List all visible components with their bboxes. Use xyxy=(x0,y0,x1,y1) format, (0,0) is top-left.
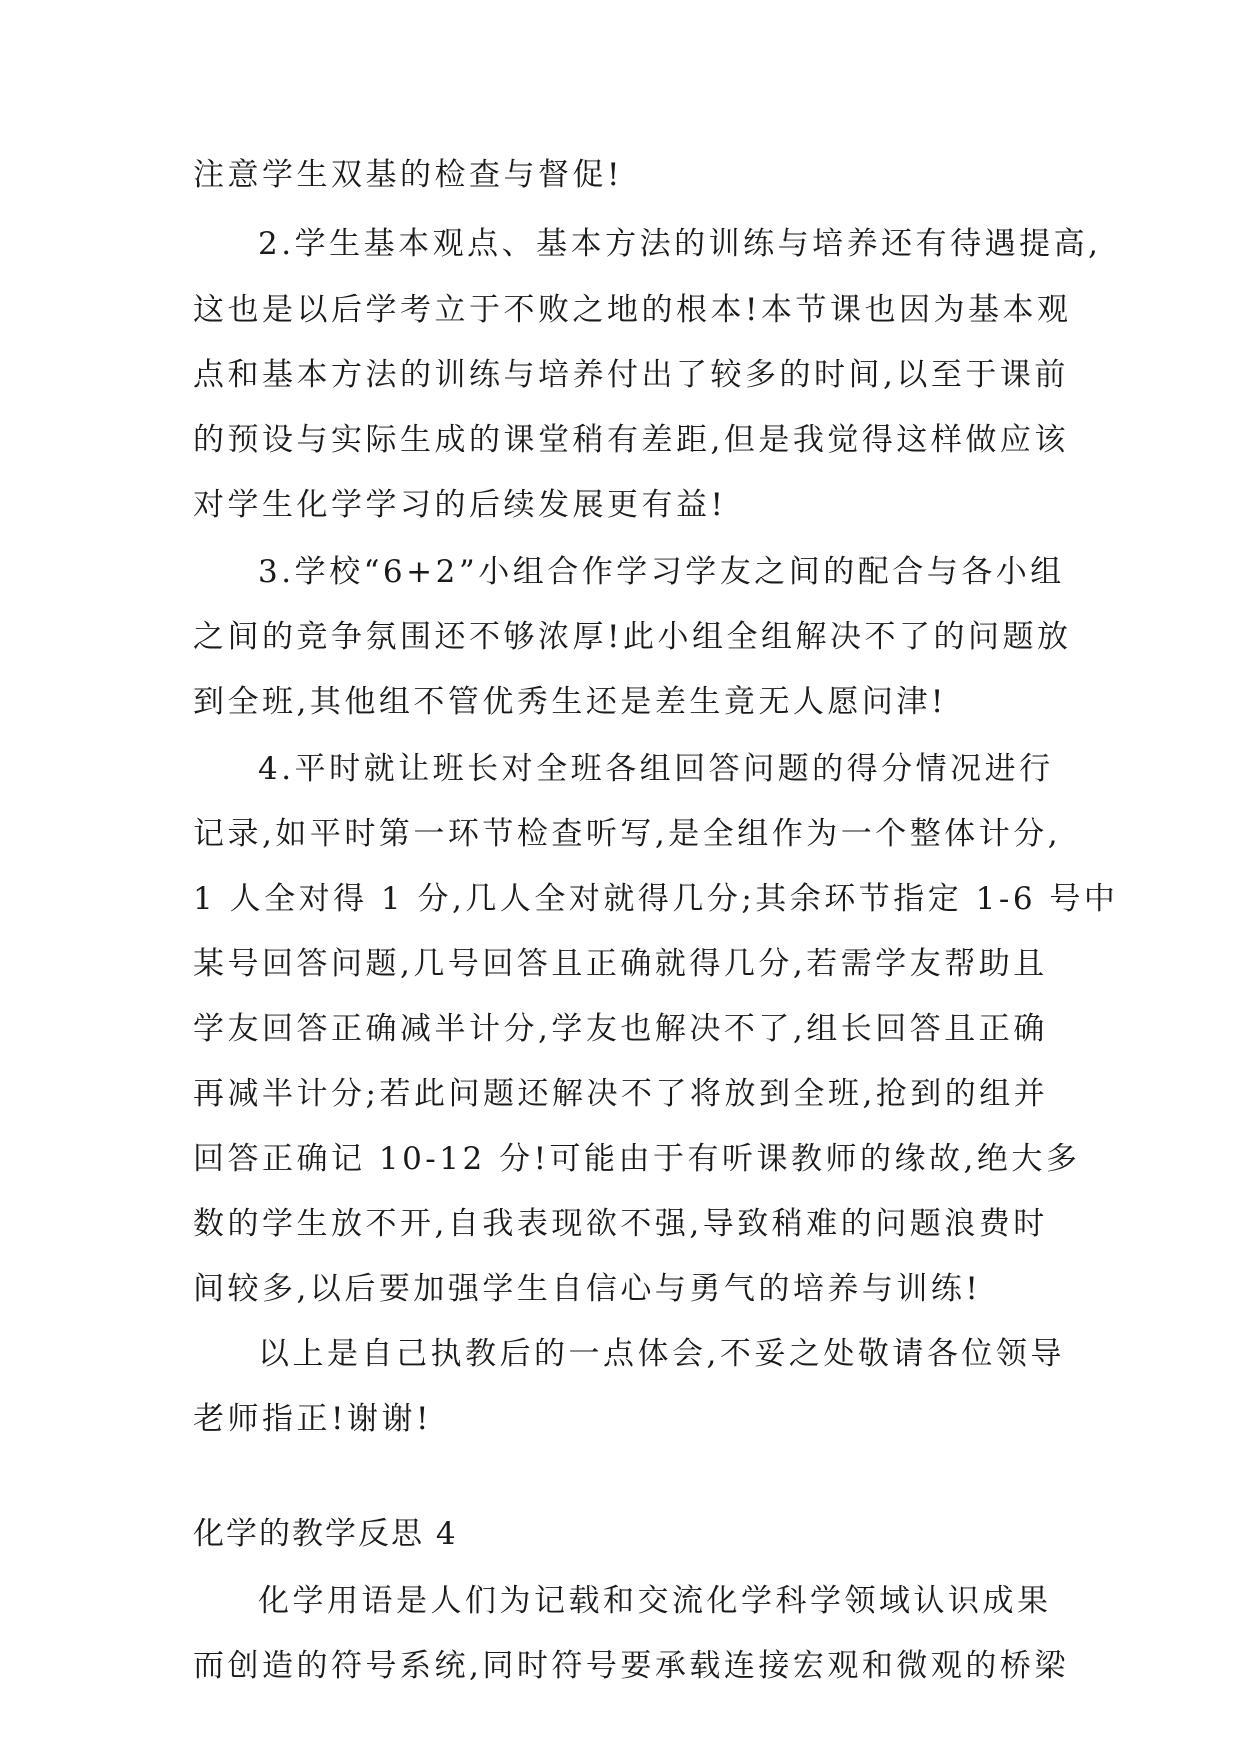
text-line: 回答正确记 10-12 分!可能由于有听课教师的缘故,绝大多 xyxy=(193,1141,1081,1177)
text-line: 化学用语是人们为记载和交流化学科学领域认识成果 xyxy=(258,1583,1052,1619)
text-line: 对学生化学学习的后续发展更有益! xyxy=(193,487,727,523)
text-line: 记录,如平时第一环节检查听写,是全组作为一个整体计分, xyxy=(193,816,1062,852)
text-line: 点和基本方法的训练与培养付出了较多的时间,以至于课前 xyxy=(193,357,1069,393)
section-heading: 化学的教学反思 4 xyxy=(193,1516,458,1552)
text-line: 学友回答正确减半计分,学友也解决不了,组长回答且正确 xyxy=(193,1011,1048,1047)
text-line: 某号回答问题,几号回答且正确就得几分,若需学友帮助且 xyxy=(193,946,1048,982)
text-line: 老师指正!谢谢! xyxy=(193,1401,432,1437)
text-line: 注意学生双基的检查与督促! xyxy=(193,157,623,193)
text-line: 2.学生基本观点、基本方法的训练与培养还有待遇提高, xyxy=(258,226,1102,262)
text-line: 而创造的符号系统,同时符号要承载连接宏观和微观的桥梁 xyxy=(193,1648,1069,1684)
text-line: 数的学生放不开,自我表现欲不强,导致稍难的问题浪费时 xyxy=(193,1206,1048,1242)
text-line: 4.平时就让班长对全班各组回答问题的得分情况进行 xyxy=(258,751,1054,787)
text-line: 的预设与实际生成的课堂稍有差距,但是我觉得这样做应该 xyxy=(193,422,1069,458)
text-line: 到全班,其他组不管优秀生还是差生竟无人愿问津! xyxy=(193,684,947,720)
text-line: 3.学校“6+2”小组合作学习学友之间的配合与各小组 xyxy=(258,554,1065,590)
text-line: 以上是自己执教后的一点体会,不妥之处敬请各位领导 xyxy=(258,1336,1065,1372)
text-line: 这也是以后学考立于不败之地的根本!本节课也因为基本观 xyxy=(193,292,1072,328)
text-line: 间较多,以后要加强学生自信心与勇气的培养与训练! xyxy=(193,1271,982,1307)
text-line: 1 人全对得 1 分,几人全对就得几分;其余环节指定 1-6 号中 xyxy=(193,881,1119,917)
text-line: 之间的竞争氛围还不够浓厚!此小组全组解决不了的问题放 xyxy=(193,619,1072,655)
text-line: 再减半计分;若此问题还解决不了将放到全班,抢到的组并 xyxy=(193,1076,1049,1112)
